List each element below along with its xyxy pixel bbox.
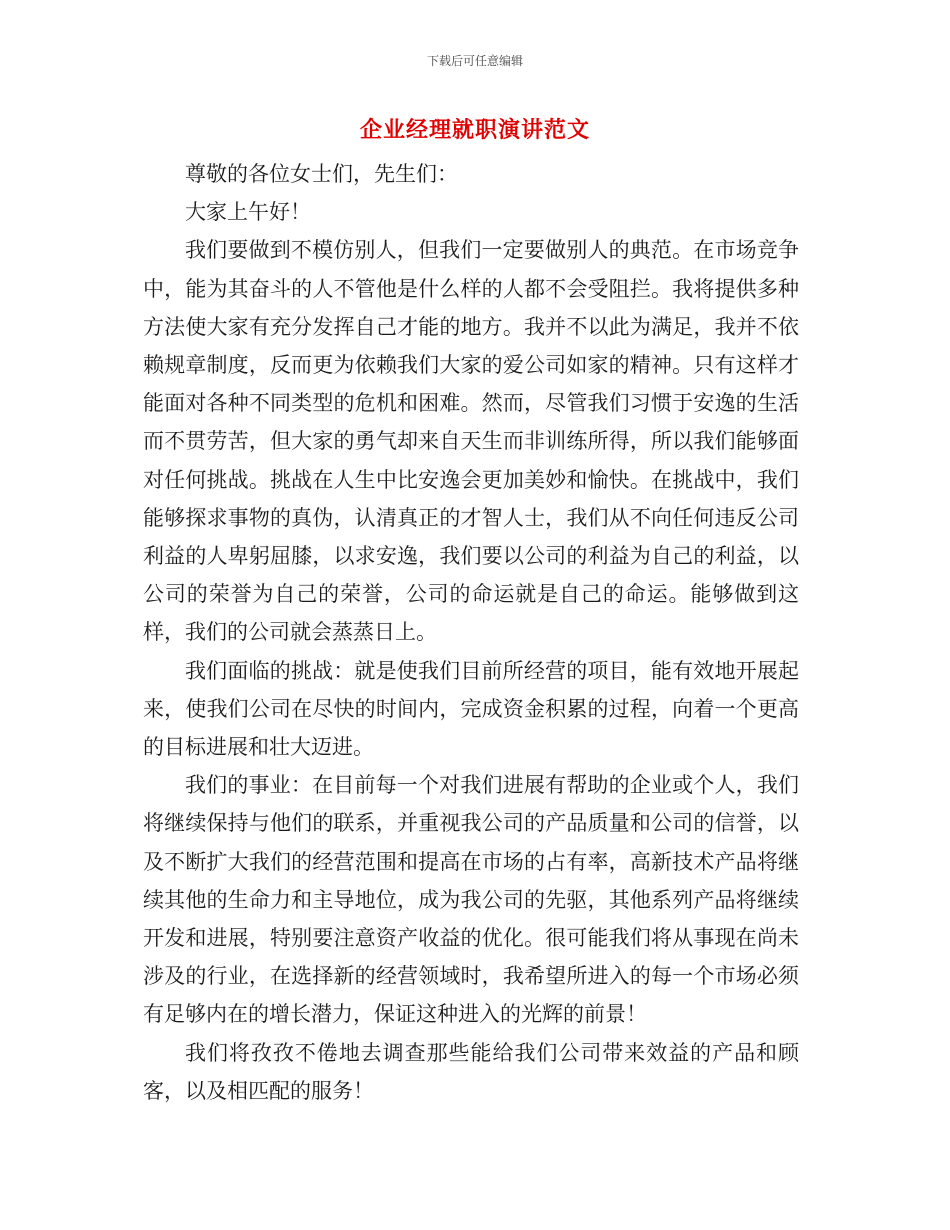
- body-paragraph: 我们的事业：在目前每一个对我们进展有帮助的企业或个人，我们将继续保持与他们的联系，并重视我公司的产品质量和公司的信誉，以及不断扩大我们的经营范围和提高在市场的占有率，高新技术产品将继续其他的生命力和主导地位，成为我公司的先驱，其他系列产品将继续开发和进展，特别要注意资产收益的优化。很可能我们将从事现在尚未涉及的行业，在选择新的经营领域时，我希望所进入的每一个市场必须有足够内在的增长潜力，保证这种进入的光辉的前景！: [143, 773, 799, 1027]
- body-paragraph: 我们面临的挑战：就是使我们目前所经营的项目，能有效地开展起来，使我们公司在尽快的时间内，完成资金积累的过程，向着一个更高的目标进展和壮大迈进。: [143, 658, 799, 760]
- document-body: [143, 155, 799, 1110]
- header-note: 下载后可任意编辑: [426, 54, 523, 68]
- document-title: 企业经理就职演讲范文: [359, 118, 590, 143]
- body-paragraph: 我们要做到不模仿别人，但我们一定要做别人的典范。在市场竞争中，能为其奋斗的人不管他是什么样的人都不会受阻拦。我将提供多种方法使大家有充分发挥自己才能的地方。我并不以此为满足，我并不依赖规章制度，反而更为依赖我们大家的爱公司如家的精神。只有这样才能面对各种不同类型的危机和困难。然而，尽管我们习惯于安逸的生活而不贯劳苦，但大家的勇气却来自天生而非训练所得，所以我们能够面对任何挑战。挑战在人生中比安逸会更加美妙和愉快。在挑战中，我们能够探求事物的真伪，认清真正的才智人士，我们从不向任何违反公司利益的人卑躬屈膝，以求安逸，我们要以公司的利益为自己的利益，以公司的荣誉为自己的荣誉，公司的命运就是自己的命运。能够做到这样，我们的公司就会蒸蒸日上。: [143, 238, 799, 645]
- salutation-paragraph: 尊敬的各位女士们，先生们：: [185, 162, 458, 186]
- body-paragraph: 我们将孜孜不倦地去调查那些能给我们公司带来效益的产品和顾客，以及相匹配的服务！: [143, 1040, 799, 1103]
- greeting-paragraph: 大家上午好！: [185, 200, 311, 225]
